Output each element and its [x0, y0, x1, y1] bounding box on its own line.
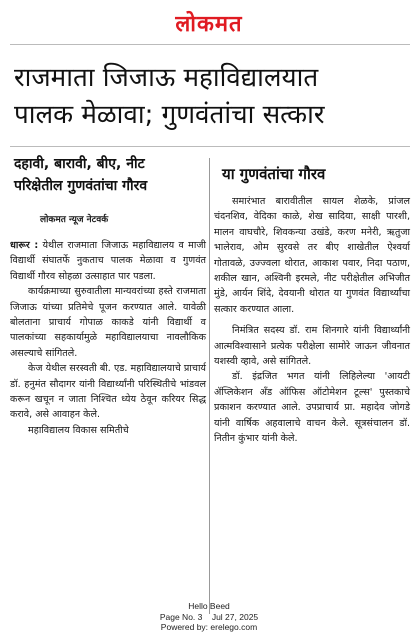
publish-date: Jul 27, 2025	[211, 611, 259, 622]
paragraph-4: महाविद्यालय विकास समितीचे	[28, 424, 129, 436]
headline	[14, 60, 410, 134]
subheadline-line-2: परिक्षेतील गुणवंतांचा गौरव	[14, 178, 148, 194]
column-divider	[209, 158, 210, 614]
article-column-right	[214, 194, 410, 447]
headline-line-2: पालक मेळावा; गुणवंतांचा सत्कार	[14, 100, 325, 130]
paragraph-2: कार्यक्रमाच्या सुरुवातीला मान्यवरांच्या हस्ते राजमाता जिजाऊ यांच्या प्रतिमेचे पूजन करण्यात आले. यावेळी बोलताना प्राचार्य गोपाळ काकडे यांनी विद्यार्थी व पालकांच्या सहकार्यामुळे महाविद्यालयाचा नावलौकिक असल्याचे सांगितले.	[10, 286, 206, 359]
page-number: Page No. 3	[159, 611, 203, 622]
lokmat-logo: लोकमत	[175, 12, 243, 37]
right-column-heading: या गुणवंतांचा गौरव	[222, 165, 326, 183]
edition-name: Hello Beed	[188, 601, 230, 611]
powered-by: Powered by: erelego.com	[160, 622, 258, 632]
subheadline-line-1: दहावी, बारावी, बीए, नीट	[14, 156, 145, 172]
paragraph-3: केज येथील सरस्वती बी. एड. महाविद्यालयाचे प्राचार्य डॉ. हनुमंत सौदागर यांनी विद्यार्थ्यांनी परिस्थितीचे भांडवल करून खचून न जाता निश्चित ध्येय ठेवून करियर सिद्ध करावे, असे आवाहन केले.	[10, 363, 206, 421]
right-paragraph-2: निमंत्रित सदस्य डॉ. राम शिनगारे यांनी विद्यार्थ्यांनी आत्मविश्वासाने प्रत्येक परीक्षेला सामोरे जाऊन जीवनात यशस्वी व्हावे, असे सांगितले.	[214, 325, 410, 368]
right-paragraph-3: डॉ. इंद्रजित भगत यांनी लिहिलेल्या 'आयटी ॲप्लिकेशन ॲंड ऑफिस ऑटोमेशन टूल्स' पुस्तकाचे प्रकाशन करण्यात आले. उपप्राचार्य प्रा. महादेव जोगडे यांनी वार्षिक अहवालाचे वाचन केले. सूत्रसंचालन डॉ. नितीन कुंभार यांनी केले.	[214, 371, 410, 445]
headline-line-1: राजमाता जिजाऊ महाविद्यालयात	[14, 63, 319, 93]
masthead	[0, 8, 418, 38]
right-paragraph-1: समारंभात बारावीतील सायल शेळके, प्रांजल चंदनशिव, वेदिका काळे, शेख सादिया, साक्षी पारशी, मालन वाघचौरे, शिवकन्या उखंडे, करण मनेरी, ऋतुजा भालेराव, ओम सुरवसे तर बीए शाखेतील ऐश्वर्या गोतावळे, उज्ज्वला थोरात, आकाश पवार, निदा पठाण, शकील खान, अश्विनी इरमले, नीट परीक्षेतील अभिजीत मुंडे, आर्यन शिंदे, देवयानी थोरात या गुणवंत विद्यार्थ्यांचा सत्कार करण्यात आला.	[214, 196, 410, 315]
paragraph-1: येथील राजमाता जिजाऊ महाविद्यालय व माजी विद्यार्थी संघातर्फे नुकताच पालक मेळावा व गुणवंत विद्यार्थी गौरव सोहळा उत्साहात पार पडला.	[10, 240, 206, 282]
article-column-left	[10, 238, 206, 438]
masthead-divider	[10, 44, 410, 45]
subheadline	[14, 153, 210, 197]
page-footer	[0, 601, 418, 633]
headline-divider	[10, 146, 410, 147]
byline: लोकमत न्यूज नेटवर्क	[40, 215, 109, 225]
dateline-place: धारूर :	[10, 240, 39, 251]
